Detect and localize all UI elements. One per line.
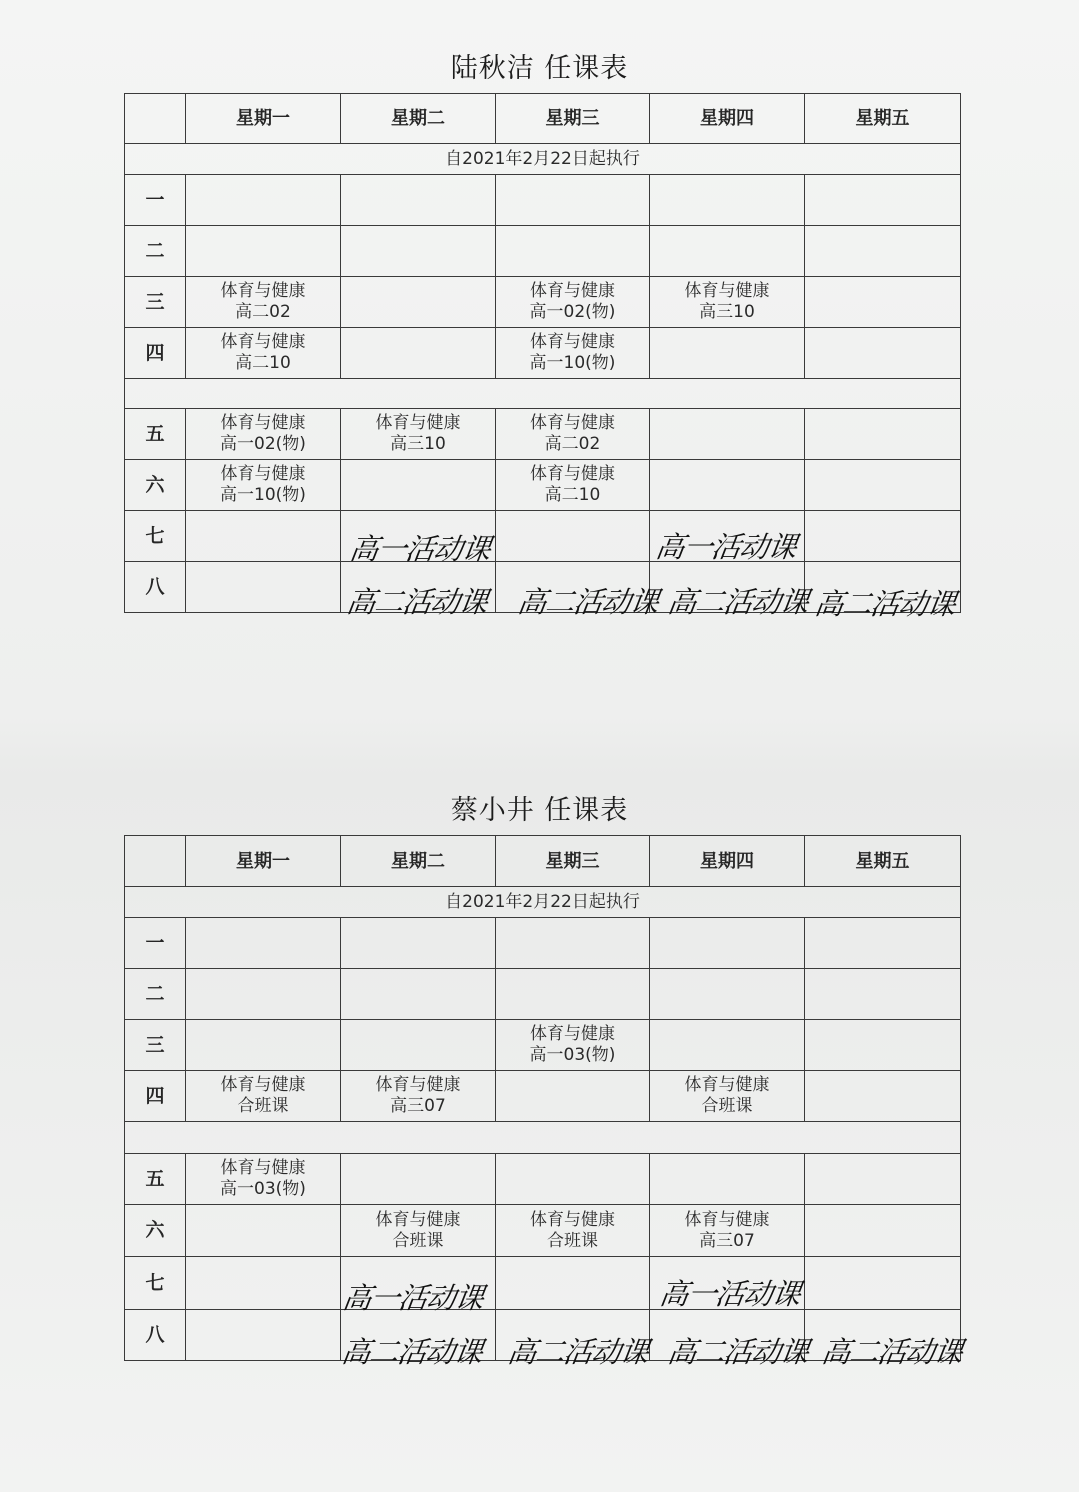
class-name: 合班课 (237, 1096, 289, 1116)
schedule-cell (341, 226, 496, 277)
handwritten-note: 高二活动课 (344, 585, 490, 619)
schedule-cell (805, 460, 961, 511)
handwritten-note: 高二活动课 (819, 1335, 965, 1369)
handwritten-note: 高二活动课 (515, 585, 661, 619)
schedule-cell (341, 409, 496, 460)
period-label: 七 (125, 511, 186, 562)
schedule-cell (496, 1205, 650, 1257)
class-name: 合班课 (392, 1230, 444, 1251)
schedule-cell (186, 1071, 341, 1122)
schedule-cell (341, 460, 496, 511)
period-label: 六 (125, 460, 186, 511)
schedule-cell (805, 1154, 961, 1205)
course-name: 体育与健康 (375, 413, 461, 433)
schedule-cell (496, 175, 650, 226)
course-name: 体育与健康 (684, 1075, 770, 1095)
class-name: 高三07 (390, 1096, 446, 1116)
schedule-cell (186, 969, 341, 1020)
course-name: 体育与健康 (530, 464, 615, 484)
class-name: 高一03(物) (529, 1045, 616, 1065)
day-header: 星期二 (341, 836, 496, 887)
schedule-cell (496, 1071, 650, 1122)
course-name: 体育与健康 (375, 1075, 461, 1095)
period-label: 六 (125, 1205, 186, 1257)
period-label: 五 (125, 409, 186, 460)
schedule-cell (186, 328, 341, 379)
schedule-cell (805, 226, 961, 277)
header-row (125, 94, 961, 144)
class-name: 高三07 (699, 1230, 755, 1251)
schedule-cell (186, 175, 341, 226)
schedule-cell (186, 511, 341, 562)
schedule-cell (650, 918, 805, 969)
schedule-cell (186, 226, 341, 277)
handwritten-note: 高二活动课 (812, 587, 958, 621)
schedule-cell (805, 511, 961, 562)
class-name: 高三10 (390, 434, 446, 454)
period-label: 八 (125, 1310, 186, 1361)
schedule-cell (186, 1257, 341, 1310)
day-header: 星期五 (805, 94, 961, 144)
schedule-cell (805, 1257, 961, 1310)
schedule-cell (341, 277, 496, 328)
corner-cell (125, 94, 186, 144)
course-name: 体育与健康 (220, 413, 306, 433)
period-label: 三 (125, 277, 186, 328)
schedule-cell (496, 328, 650, 379)
day-header: 星期三 (496, 836, 650, 887)
schedule-cell (805, 918, 961, 969)
schedule-cell (650, 969, 805, 1020)
class-name: 高二02 (235, 302, 291, 322)
course-name: 体育与健康 (220, 1158, 306, 1178)
schedule-cell (186, 460, 341, 511)
schedule-cell (650, 226, 805, 277)
schedule-cell (186, 1020, 341, 1071)
class-name: 高一10(物) (529, 353, 616, 373)
day-header: 星期一 (186, 836, 341, 887)
period-label: 二 (125, 969, 186, 1020)
course-name: 体育与健康 (220, 332, 306, 352)
day-header: 星期二 (341, 94, 496, 144)
schedule-cell (341, 969, 496, 1020)
schedule-cell (341, 1071, 496, 1122)
period-label: 四 (125, 328, 186, 379)
schedule-cell (341, 1020, 496, 1071)
schedule-title: 蔡小井 任课表 (450, 795, 629, 826)
class-name: 高二02 (544, 434, 601, 454)
day-header: 星期五 (805, 836, 961, 887)
effective-date-note: 自2021年2月22日起执行 (125, 144, 961, 175)
schedule-cell (341, 918, 496, 969)
schedule-cell (186, 1205, 341, 1257)
schedule-cell (650, 277, 805, 328)
day-header: 星期一 (186, 94, 341, 144)
handwritten-note: 高一活动课 (653, 530, 799, 564)
schedule-cell (805, 1071, 961, 1122)
handwritten-note: 高二活动课 (665, 1335, 811, 1369)
course-name: 体育与健康 (530, 281, 615, 301)
schedule-cell (496, 1257, 650, 1310)
class-name: 合班课 (547, 1230, 598, 1251)
period-label: 八 (125, 562, 186, 613)
schedule-cell (341, 1205, 496, 1257)
schedule-cell (496, 226, 650, 277)
course-name: 体育与健康 (375, 1209, 461, 1230)
break-row (125, 1122, 961, 1154)
period-label: 一 (125, 175, 186, 226)
schedule-cell (805, 1205, 961, 1257)
schedule-cell (805, 409, 961, 460)
schedule-cell (496, 918, 650, 969)
header-row (125, 836, 961, 887)
course-name: 体育与健康 (220, 281, 306, 301)
timetable (124, 93, 961, 613)
schedule-cell (496, 511, 650, 562)
schedule-cell (186, 918, 341, 969)
class-name: 高二10 (544, 485, 601, 505)
handwritten-note: 高一活动课 (347, 532, 493, 566)
corner-cell (125, 836, 186, 887)
schedule-cell (650, 175, 805, 226)
schedule-cell (650, 409, 805, 460)
period-label: 五 (125, 1154, 186, 1205)
course-name: 体育与健康 (530, 1209, 615, 1230)
course-name: 体育与健康 (220, 1075, 306, 1095)
course-name: 体育与健康 (684, 281, 770, 301)
schedule-cell (650, 1205, 805, 1257)
class-name: 高三10 (699, 302, 755, 322)
period-label: 三 (125, 1020, 186, 1071)
timetable (124, 835, 961, 1361)
schedule-cell (805, 175, 961, 226)
course-name: 体育与健康 (684, 1209, 770, 1230)
schedule-cell (341, 1154, 496, 1205)
schedule-cell (496, 277, 650, 328)
schedule-cell (650, 1071, 805, 1122)
class-name: 合班课 (701, 1096, 753, 1116)
schedule-cell (186, 562, 341, 613)
handwritten-note: 高二活动课 (665, 585, 811, 619)
schedule-cell (341, 175, 496, 226)
schedule-cell (805, 328, 961, 379)
schedule-cell (496, 409, 650, 460)
period-label: 二 (125, 226, 186, 277)
schedule-cell (186, 1310, 341, 1361)
class-name: 高一03(物) (220, 1179, 306, 1199)
period-label: 七 (125, 1257, 186, 1310)
schedule-cell (650, 328, 805, 379)
schedule-cell (186, 409, 341, 460)
schedule-cell (496, 1020, 650, 1071)
schedule-title: 陆秋洁 任课表 (450, 53, 629, 84)
schedule-cell (186, 1154, 341, 1205)
schedule-cell (650, 1020, 805, 1071)
schedule-cell (496, 969, 650, 1020)
schedule-cell (805, 277, 961, 328)
schedule-cell (805, 1020, 961, 1071)
schedule-cell (496, 1154, 650, 1205)
course-name: 体育与健康 (530, 332, 615, 352)
course-name: 体育与健康 (220, 464, 306, 484)
handwritten-note: 高一活动课 (657, 1277, 803, 1311)
schedule-cell (650, 460, 805, 511)
day-header: 星期四 (650, 94, 805, 144)
handwritten-note: 高二活动课 (339, 1335, 485, 1369)
class-name: 高一02(物) (220, 434, 306, 454)
day-header: 星期三 (496, 94, 650, 144)
schedule-cell (805, 969, 961, 1020)
handwritten-note: 高一活动课 (340, 1281, 486, 1315)
class-name: 高一10(物) (220, 485, 306, 505)
period-label: 一 (125, 918, 186, 969)
schedule-cell (341, 328, 496, 379)
period-label: 四 (125, 1071, 186, 1122)
handwritten-note: 高二活动课 (505, 1335, 651, 1369)
schedule-cell (650, 1154, 805, 1205)
class-name: 高二10 (235, 353, 291, 373)
schedule-cell (496, 460, 650, 511)
effective-date-note: 自2021年2月22日起执行 (125, 887, 961, 918)
class-name: 高一02(物) (529, 302, 616, 322)
break-row (125, 379, 961, 409)
day-header: 星期四 (650, 836, 805, 887)
course-name: 体育与健康 (530, 1024, 615, 1044)
course-name: 体育与健康 (530, 413, 615, 433)
schedule-cell (186, 277, 341, 328)
